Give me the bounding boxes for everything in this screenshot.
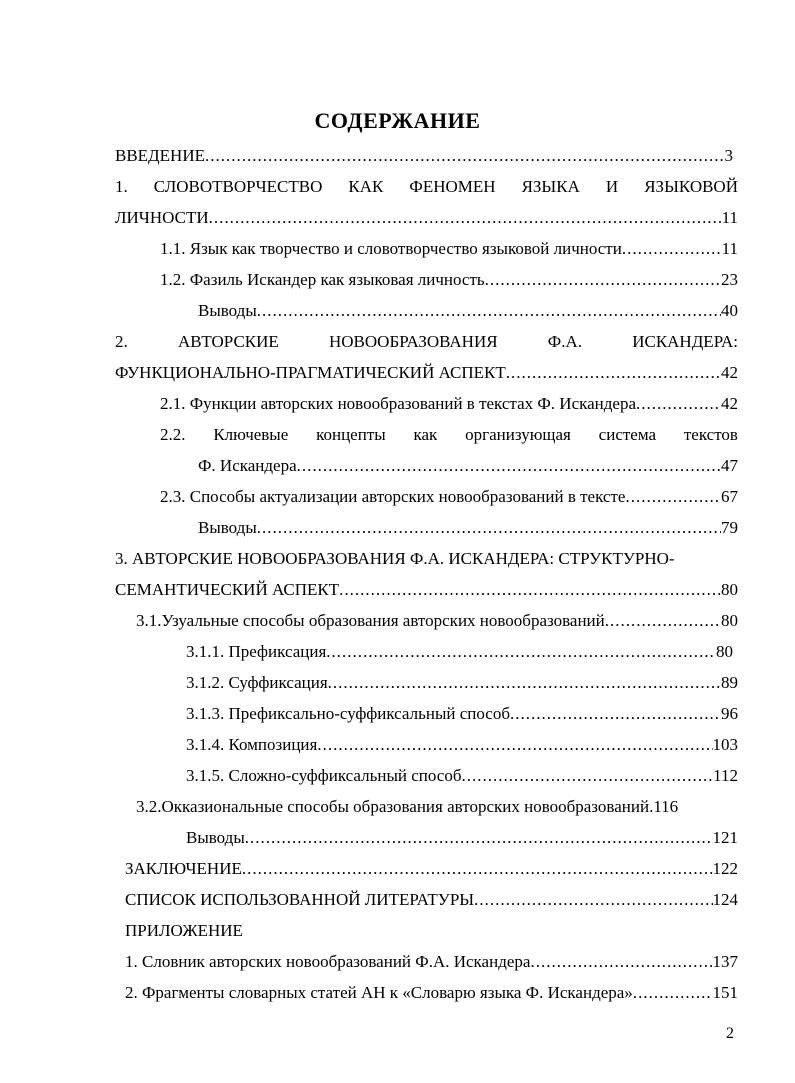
toc-entry-bibliography: [125, 885, 738, 915]
leader-dots: [625, 482, 721, 512]
heading-word: ЯЗЫКА: [521, 177, 580, 196]
toc-entry-page: 47: [721, 456, 738, 475]
heading-word: ИСКАНДЕРА:: [632, 332, 738, 351]
toc-entry-page: 121: [712, 828, 738, 847]
leader-dots: [605, 606, 721, 636]
toc-entry-page: 103: [712, 735, 738, 754]
toc-entry-page: 151: [712, 983, 738, 1002]
toc-entry-text: Выводы: [198, 301, 257, 320]
toc-entry-conclusions-3: [186, 823, 738, 853]
toc-entry-3-1-5: [186, 761, 738, 791]
heading-word: ЯЗЫКОВОЙ: [644, 177, 738, 196]
toc-entry-page: 80: [721, 580, 738, 599]
toc-entry-appendix-1: [125, 947, 738, 977]
leader-dots: [326, 637, 716, 667]
toc-entry-text: 2. Фрагменты словарных статей АН к «Словарю языка Ф. Искандера»: [125, 983, 633, 1002]
leader-dots: [530, 947, 712, 977]
leader-dots: [633, 978, 713, 1008]
toc-entry-text: СПИСОК ИСПОЛЬЗОВАННОЙ ЛИТЕРАТУРЫ: [125, 890, 475, 909]
toc-entry-text: 3. АВТОРСКИЕ НОВООБРАЗОВАНИЯ Ф.А. ИСКАНДЕРА: СТРУКТУРНО-: [115, 549, 675, 568]
toc-entry-text: 3.2.Окказиональные способы образования авторских новообразований.116: [136, 797, 679, 816]
toc-entry-conclusions-2: [198, 513, 738, 543]
toc-entry-text: ЛИЧНОСТИ: [115, 208, 209, 227]
leader-dots: [257, 513, 721, 543]
toc-entry-page: 124: [712, 890, 738, 909]
toc-entry-page: 42: [721, 363, 738, 382]
entry-word: как: [413, 425, 438, 444]
heading-word: 2.: [115, 332, 128, 351]
heading-word: Ф.А.: [547, 332, 582, 351]
leader-dots: [257, 296, 721, 326]
toc-entry-text: 1. Словник авторских новообразований Ф.А. Искандера: [125, 952, 531, 971]
toc-entry-text: 3.1.Узуальные способы образования авторских новообразований: [136, 611, 605, 630]
toc-entry-3-2: [136, 792, 746, 822]
toc-entry-introduction: [115, 141, 733, 171]
toc-entry-text: 3.1.1. Префиксация: [186, 642, 327, 661]
toc-entry-text: 1.2. Фазиль Искандер как языковая личность: [160, 270, 485, 289]
toc-entry-2-2-line2: [198, 451, 738, 481]
toc-entry-text: ВВЕДЕНИЕ: [115, 146, 205, 165]
toc-entry-text: Ф. Искандера: [198, 456, 297, 475]
leader-dots: [297, 451, 721, 481]
toc-entry-page: 122: [712, 859, 738, 878]
toc-entry-text: 2.3. Способы актуализации авторских новообразований в тексте: [160, 487, 626, 506]
leader-dots: [485, 265, 721, 295]
toc-entry-3-1-1: [186, 637, 733, 667]
toc-entry-page: 67: [721, 487, 738, 506]
entry-word: 2.2.: [160, 425, 186, 444]
toc-entry-page: 42: [721, 394, 738, 413]
leader-dots: [242, 854, 713, 884]
toc-entry-page: 23: [721, 270, 738, 289]
toc-entry-3-1-2: [186, 668, 738, 698]
toc-entry-page: 11: [721, 208, 738, 227]
leader-dots: [328, 668, 721, 698]
leader-dots: [461, 761, 713, 791]
heading-word: АВТОРСКИЕ: [177, 332, 279, 351]
page-number: 2: [726, 1025, 734, 1042]
toc-entry-page: 112: [713, 766, 738, 785]
toc-entry-page: 80: [716, 642, 733, 661]
leader-dots: [245, 823, 713, 853]
toc-entry-1-1: [160, 234, 738, 264]
toc-entry-text: 3.1.4. Композиция: [186, 735, 318, 754]
toc-entry-page: 79: [721, 518, 738, 537]
toc-entry-text: ПРИЛОЖЕНИЕ: [125, 921, 243, 940]
toc-entry-text: СЕМАНТИЧЕСКИЙ АСПЕКТ: [115, 580, 340, 599]
toc-entry-text: 3.1.3. Префиксально-суффиксальный способ: [186, 704, 510, 723]
toc-heading-2-line1: [115, 327, 738, 357]
heading-word: 1.: [115, 177, 128, 196]
toc-heading-3-line2: [115, 575, 738, 605]
toc-entry-page: 96: [721, 704, 738, 723]
leader-dots: [636, 389, 721, 419]
toc-entry-conclusions-1: [198, 296, 738, 326]
toc-entry-3-1-4: [186, 730, 738, 760]
leader-dots: [510, 699, 721, 729]
leader-dots: [622, 234, 722, 264]
toc-entry-appendix-2: [125, 978, 738, 1008]
toc-entry-text: Выводы: [198, 518, 257, 537]
heading-word: И: [605, 177, 619, 196]
toc-entry-page: 11: [721, 239, 738, 258]
toc-heading-2-line2: [115, 358, 738, 388]
toc-heading-3-line1: [115, 544, 745, 574]
toc-entry-page: 40: [721, 301, 738, 320]
toc-entry-page: 89: [721, 673, 738, 692]
toc-entry-text: Выводы: [186, 828, 245, 847]
leader-dots: [209, 203, 722, 233]
toc-entry-page: 3: [724, 146, 733, 165]
heading-word: ФЕНОМЕН: [409, 177, 496, 196]
toc-entry-3-1: [136, 606, 738, 636]
leader-dots: [339, 575, 721, 605]
toc-entry-text: 1.1. Язык как творчество и словотворчество языковой личности: [160, 239, 622, 258]
entry-word: организующая: [465, 425, 571, 444]
toc-heading-1-line2: [115, 203, 738, 233]
heading-word: КАК: [348, 177, 384, 196]
page-title: СОДЕРЖАНИЕ: [314, 108, 481, 133]
toc-entry-2-1: [160, 389, 738, 419]
entry-word: Ключевые: [213, 425, 289, 444]
toc-entry-2-2-line1: [160, 420, 738, 450]
toc-entry-conclusion: [125, 854, 738, 884]
toc-entry-text: ФУНКЦИОНАЛЬНО-ПРАГМАТИЧЕСКИЙ АСПЕКТ: [115, 363, 506, 382]
entry-word: текстов: [683, 425, 738, 444]
toc-entry-page: 137: [712, 952, 738, 971]
toc-entry-appendix: [125, 916, 425, 946]
leader-dots: [474, 885, 712, 915]
toc-entry-text: ЗАКЛЮЧЕНИЕ: [125, 859, 242, 878]
toc-entry-page: 80: [721, 611, 738, 630]
heading-word: СЛОВОТВОРЧЕСТВО: [153, 177, 323, 196]
leader-dots: [506, 358, 721, 388]
leader-dots: [205, 141, 725, 171]
toc-entry-3-1-3: [186, 699, 738, 729]
toc-entry-text: 3.1.2. Суффиксация: [186, 673, 328, 692]
toc-heading-1-line1: [115, 172, 738, 202]
toc-entry-2-3: [160, 482, 738, 512]
toc-entry-1-2: [160, 265, 738, 295]
toc-entry-text: 3.1.5. Сложно-суффиксальный способ: [186, 766, 462, 785]
entry-word: концепты: [316, 425, 386, 444]
entry-word: система: [598, 425, 657, 444]
leader-dots: [317, 730, 712, 760]
heading-word: НОВООБРАЗОВАНИЯ: [329, 332, 498, 351]
toc-entry-text: 2.1. Функции авторских новообразований в текстах Ф. Искандера: [160, 394, 636, 413]
